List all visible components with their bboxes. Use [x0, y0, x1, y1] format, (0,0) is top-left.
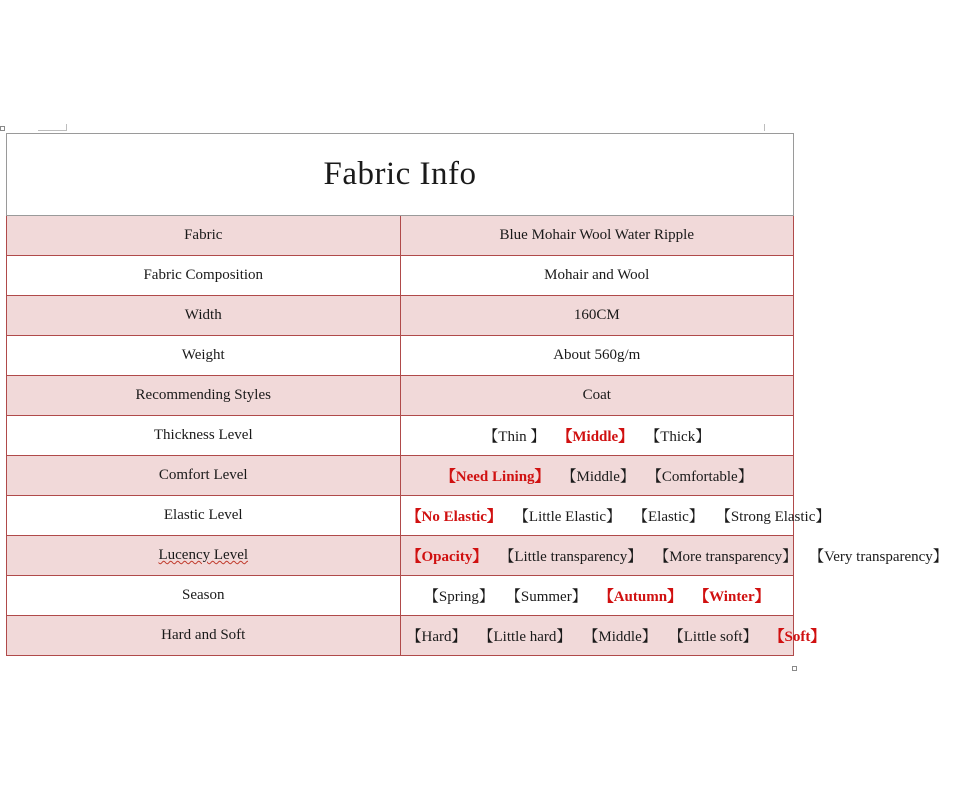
- spellcheck-underlined-word: Lucency Level: [158, 547, 249, 563]
- margin-guide-top-left-tick: [66, 124, 67, 131]
- level-option: 【Soft】: [769, 629, 826, 645]
- level-option: 【Winter】: [694, 589, 770, 605]
- level-option: 【Comfortable】: [646, 469, 753, 485]
- row-label: Comfort Level: [7, 456, 401, 496]
- row-label: Weight: [7, 336, 401, 376]
- level-option: 【Little hard】: [478, 629, 572, 645]
- level-options: [400, 616, 826, 656]
- row-value: Mohair and Wool: [400, 256, 794, 296]
- row-value: Coat: [400, 376, 794, 416]
- level-option: 【Opacity】: [406, 549, 488, 565]
- row-value: About 560g/m: [400, 336, 794, 376]
- row-label: [7, 536, 401, 576]
- margin-mark-left: [0, 126, 5, 131]
- level-option: 【Elastic】: [632, 509, 704, 525]
- level-options: [400, 416, 794, 456]
- table-row-season: [7, 576, 794, 616]
- level-option: 【Thin 】: [483, 429, 546, 445]
- level-option: 【Thick】: [645, 429, 711, 445]
- row-label: Fabric Composition: [7, 256, 401, 296]
- row-label: Hard and Soft: [7, 616, 401, 656]
- level-option: 【Autumn】: [598, 589, 683, 605]
- table-resize-handle[interactable]: [792, 666, 797, 671]
- level-options: [400, 496, 831, 536]
- level-option: 【Spring】: [423, 589, 494, 605]
- table-row-width: [7, 296, 794, 336]
- table-row-elastic: [7, 496, 794, 536]
- level-option: 【More transparency】: [654, 549, 798, 565]
- level-option: 【Strong Elastic】: [715, 509, 831, 525]
- row-value: Blue Mohair Wool Water Ripple: [400, 216, 794, 256]
- row-label: Fabric: [7, 216, 401, 256]
- table-row-comfort: [7, 456, 794, 496]
- level-option: 【Little Elastic】: [513, 509, 621, 525]
- table-row-hardness: [7, 616, 794, 656]
- table-row-composition: [7, 256, 794, 296]
- row-label: Width: [7, 296, 401, 336]
- level-option: 【Little transparency】: [499, 549, 643, 565]
- row-label: Recommending Styles: [7, 376, 401, 416]
- level-option: 【Little soft】: [668, 629, 758, 645]
- level-options: [400, 456, 794, 496]
- row-label: Elastic Level: [7, 496, 401, 536]
- level-option: 【Middle】: [561, 469, 635, 485]
- level-option: 【Hard】: [406, 629, 467, 645]
- level-options: [400, 536, 948, 576]
- level-options: [400, 576, 794, 616]
- fabric-info-table: [6, 133, 948, 656]
- title-row: [7, 134, 794, 216]
- table-row-weight: [7, 336, 794, 376]
- level-option: 【No Elastic】: [406, 509, 502, 525]
- margin-guide-top-left: [38, 130, 66, 131]
- table-row-lucency: [7, 536, 794, 576]
- table-row-styles: [7, 376, 794, 416]
- margin-guide-top-right-tick: [764, 124, 765, 131]
- row-label: Season: [7, 576, 401, 616]
- level-option: 【Need Lining】: [440, 469, 550, 485]
- level-option: 【Very transparency】: [809, 549, 948, 565]
- table-title: Fabric Info: [7, 134, 794, 216]
- level-option: 【Middle】: [557, 429, 634, 445]
- row-value: 160CM: [400, 296, 794, 336]
- level-option: 【Summer】: [505, 589, 587, 605]
- row-label: Thickness Level: [7, 416, 401, 456]
- level-option: 【Middle】: [583, 629, 657, 645]
- table-row-thickness: [7, 416, 794, 456]
- table-row-fabric: [7, 216, 794, 256]
